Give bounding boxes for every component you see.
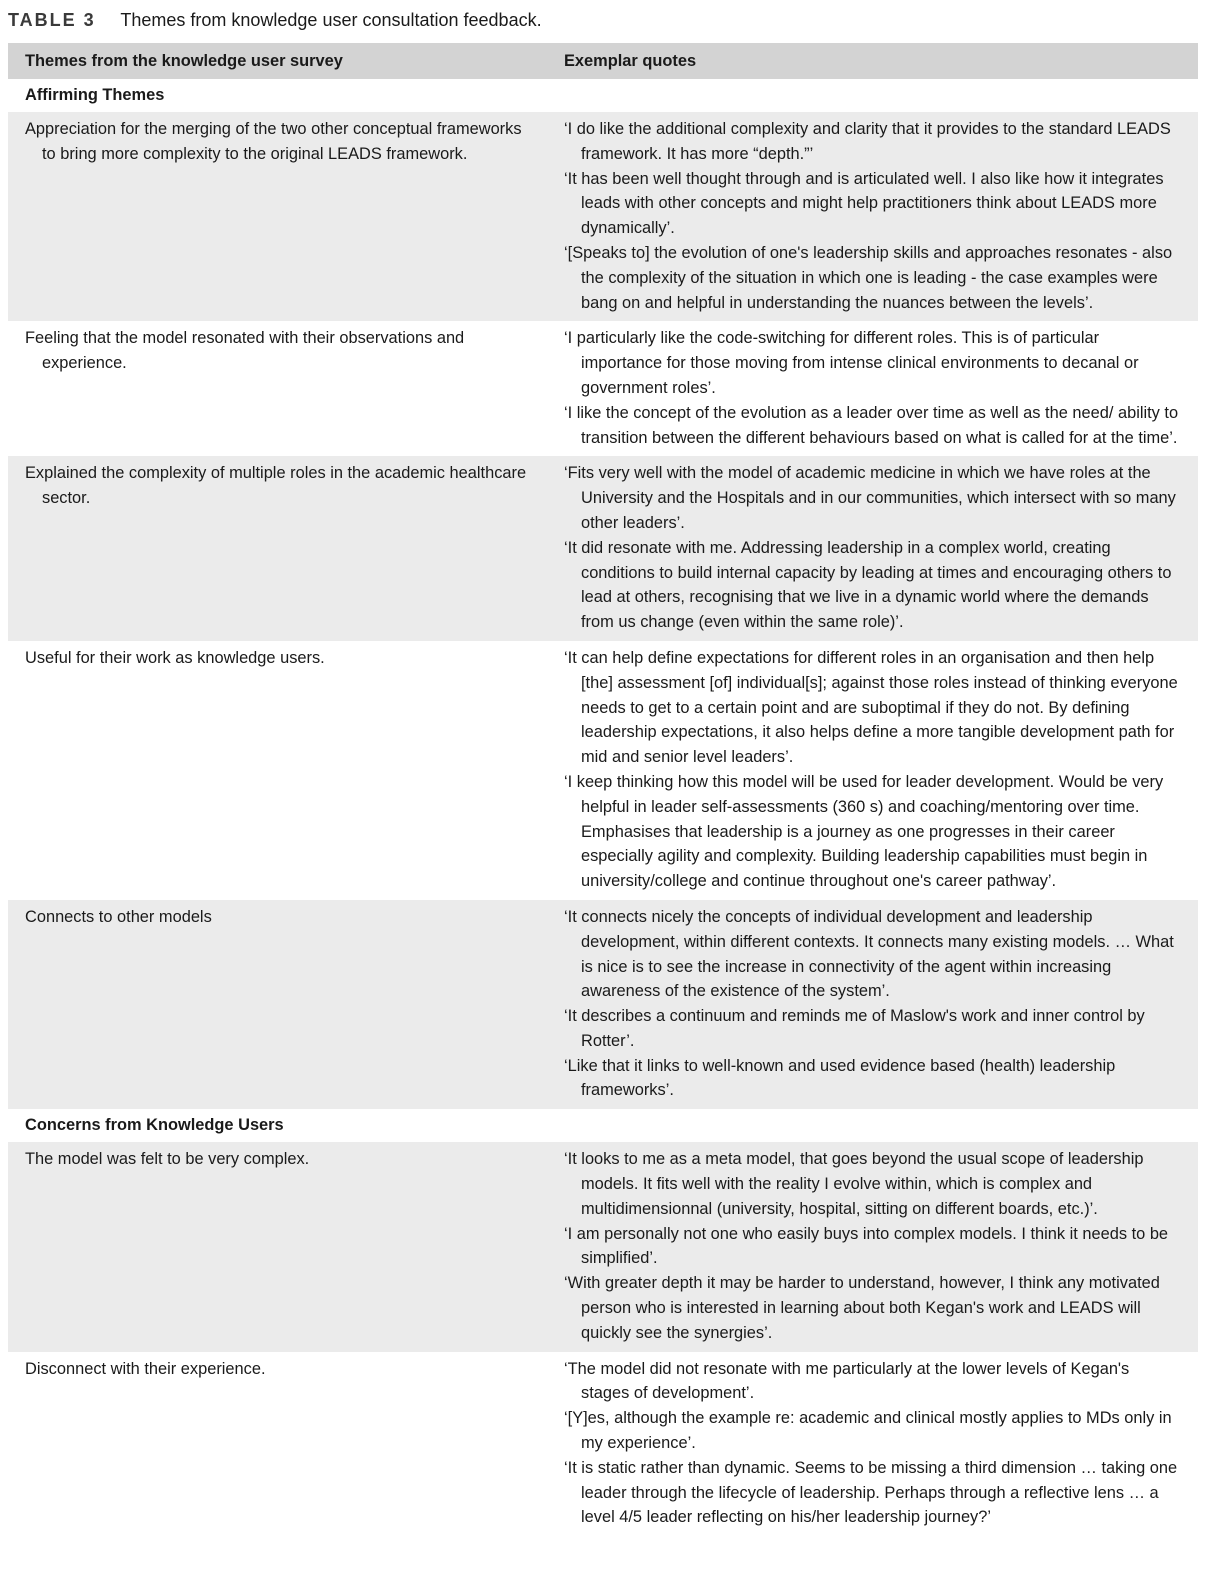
themes-table	[8, 43, 1198, 1536]
table-row	[8, 1352, 1198, 1537]
quote: ‘It looks to me as a meta model, that goes beyond the usual scope of leadership models. It fits well with the reality I evolve within, which is complex and multidimensionnal (university, hospital, sitting on different boards, etc.)’.	[564, 1150, 1144, 1218]
table-caption	[8, 8, 542, 32]
quote: ‘[Speaks to] the evolution of one's leadership skills and approaches resonates - also the complexity of the situation in which one is leading - the case examples were bang on and helpful in understanding the nuances between the levels’.	[564, 243, 1173, 312]
quote: ‘I am personally not one who easily buys into complex models. I think it needs to be simplified’.	[564, 1224, 1169, 1268]
theme-cell: Appreciation for the merging of the two other conceptual frameworks to bring more complexity to the original LEADS framework.	[8, 112, 547, 321]
table-row	[8, 641, 1198, 900]
table-header-row	[8, 43, 1198, 79]
theme-cell: Feeling that the model resonated with their observations and experience.	[25, 329, 465, 373]
theme-cell: Disconnect with their experience.	[25, 1359, 266, 1378]
section-title: Affirming Themes	[25, 86, 165, 104]
theme-cell: Useful for their work as knowledge users.	[25, 648, 325, 667]
table-row	[8, 1142, 1198, 1351]
table-title: Themes from knowledge user consultation feedback.	[120, 10, 542, 30]
quotes-cell	[547, 641, 1198, 900]
theme-cell: The model was felt to be very complex.	[8, 1142, 547, 1351]
quote: ‘Like that it links to well-known and used evidence based (health) leadership frameworks’.	[564, 1056, 1116, 1100]
column-header-quotes: Exemplar quotes	[547, 43, 1198, 79]
quotes-cell	[547, 112, 1198, 321]
section-row-affirming	[8, 79, 1198, 112]
quotes-cell	[547, 456, 1198, 641]
quotes-cell	[547, 1142, 1198, 1351]
quote: ‘The model did not resonate with me particularly at the lower levels of Kegan's stages of development’.	[564, 1359, 1130, 1403]
quote: ‘It connects nicely the concepts of individual development and leadership development, within different contexts. It connects many existing models. … What is nice is to see the increase in connectivity of the agent within increasing awareness of the existence of the system’.	[564, 907, 1174, 1001]
quotes-cell	[547, 1352, 1198, 1537]
section-title: Concerns from Knowledge Users	[25, 1116, 284, 1135]
theme-cell: Explained the complexity of multiple roles in the academic healthcare sector.	[8, 456, 547, 641]
column-header-themes: Themes from the knowledge user survey	[8, 43, 547, 79]
quote: ‘It is static rather than dynamic. Seems to be missing a third dimension … taking one leader through the lifecycle of leadership. Perhaps through a reflective lens … a level 4/5 leader reflecting on his/her leadership journey?’	[564, 1458, 1178, 1527]
quote: ‘It describes a continuum and reminds me of Maslow's work and inner control by Rotter’.	[564, 1007, 1145, 1050]
quote: ‘Fits very well with the model of academic medicine in which we have roles at the University and the Hospitals and in our communities, which intersect with so many other leaders’.	[564, 464, 1176, 532]
quotes-cell	[547, 900, 1198, 1109]
table-row	[8, 456, 1198, 641]
quote: ‘It has been well thought through and is articulated well. I also like how it integrates leads with other concepts and might help practitioners think about LEADS more dynamically’.	[564, 169, 1164, 238]
table-row	[8, 112, 1198, 321]
quote: ‘I do like the additional complexity and clarity that it provides to the standard LEADS framework. It has more “depth.”’	[564, 120, 1171, 163]
quote: ‘It can help define expectations for different roles in an organisation and then help [the] assessment [of] individual[s]; against those roles instead of thinking everyone needs to get to a certain point and are suboptimal if they do not. By defining leadership expectations, it also helps define a more tangible development path for mid and senior level leaders’.	[564, 648, 1178, 767]
quotes-cell	[547, 321, 1198, 456]
quote: ‘I keep thinking how this model will be used for leader development. Would be very helpful in leader self-assessments (360 s) and coaching/mentoring over time. Emphasises that leadership is a journey as one progresses in their career especially agility and complexity. Building leadership capabilities must begin in university/college and continue throughout one's career pathway’.	[564, 772, 1164, 891]
quote: ‘I like the concept of the evolution as a leader over time as well as the need/ ability to transition between the different behaviours based on what is called for at the time’.	[564, 403, 1179, 447]
theme-cell: Connects to other models	[8, 900, 547, 1109]
table-row	[8, 900, 1198, 1109]
quote: ‘[Y]es, although the example re: academic and clinical mostly applies to MDs only in my experience’.	[564, 1409, 1172, 1453]
quote: ‘With greater depth it may be harder to understand, however, I think any motivated person who is interested in learning about both Kegan's work and LEADS will quickly see the synergies’.	[564, 1274, 1160, 1342]
table-row	[8, 321, 1198, 456]
quote: ‘I particularly like the code-switching for different roles. This is of particular importance for those moving from intense clinical environments to decanal or government roles’.	[564, 329, 1139, 397]
quote: ‘It did resonate with me. Addressing leadership in a complex world, creating conditions to build internal capacity by leading at times and encouraging others to lead at others, recognising that we live in a dynamic world where the demands from us change (even within the same role)’.	[564, 538, 1172, 632]
section-row-concerns	[8, 1109, 1198, 1142]
table-label: TABLE 3	[8, 10, 96, 30]
